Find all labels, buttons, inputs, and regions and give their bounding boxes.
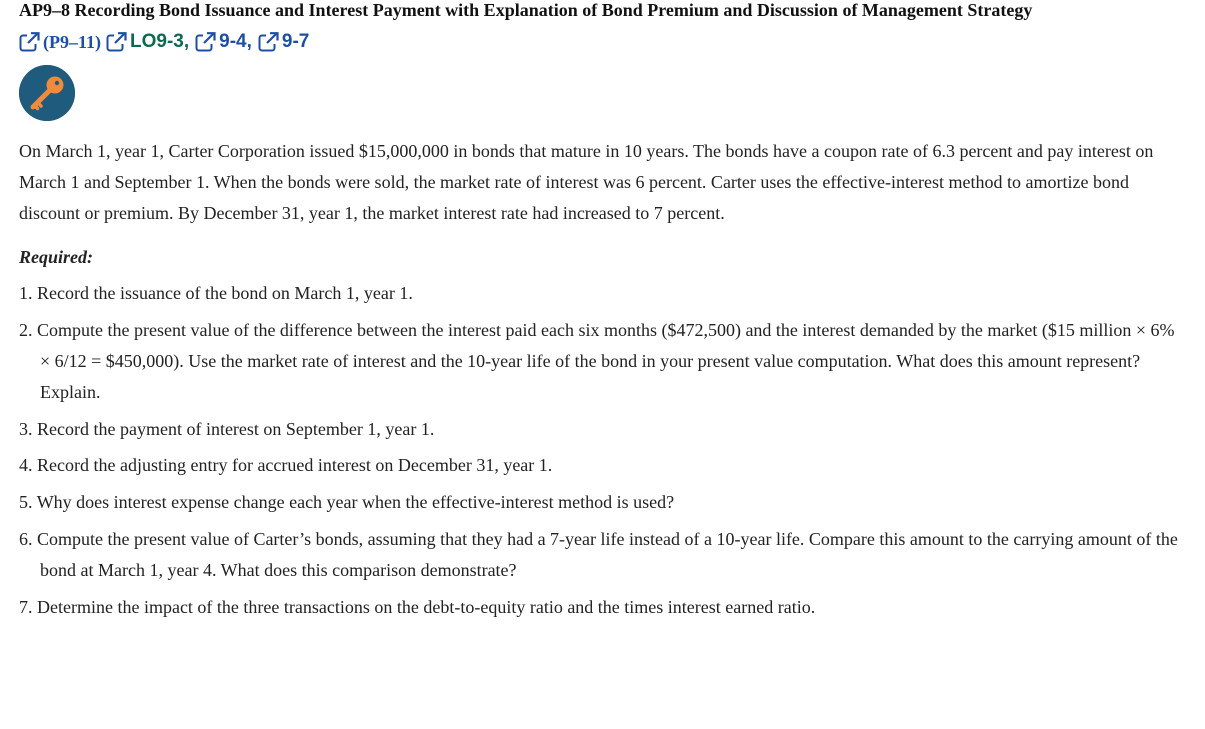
list-item: [19, 414, 1189, 445]
requirement-text: Determine the impact of the three transactions on the debt-to-equity ratio and the times interest earned ratio.: [37, 597, 816, 617]
problem-reference-label: (P9–11): [43, 31, 101, 52]
lo-third-label: 9-7: [281, 31, 310, 52]
requirement-number: 1.: [19, 283, 33, 303]
list-item: [19, 487, 1189, 518]
external-link-icon: [258, 32, 279, 52]
external-link-icon: [106, 32, 127, 52]
list-item: [19, 278, 1189, 309]
requirement-text: Why does interest expense change each year when the effective-interest method is used?: [36, 492, 675, 512]
external-link-icon: [19, 32, 40, 52]
lo-link-second[interactable]: [195, 31, 246, 53]
requirements-list: [19, 278, 1189, 623]
requirement-text: Record the payment of interest on September 1, year 1.: [37, 419, 435, 439]
problem-container: [19, 0, 1189, 623]
requirement-number: 2.: [19, 320, 33, 340]
requirement-number: 5.: [19, 492, 33, 512]
problem-intro-text: On March 1, year 1, Carter Corporation issued $15,000,000 in bonds that mature in 10 years. The bonds have a coupon rate of 6.3 percent and pay interest on March 1 and September 1. When the bonds were sold, the market rate of interest was 6 percent. Carter uses the effective-interest method to amortize bond discount or premium. By December 31, year 1, the market interest rate had increased to 7 percent.: [19, 141, 1154, 223]
lo-link-third[interactable]: [258, 31, 309, 53]
link-separator: ,: [183, 31, 190, 52]
requirement-text: Compute the present value of the difference between the interest paid each six months ($472,500) and the interest demanded by the market ($15 million × 6% × 6/12 = $450,000). Use the market rate of interest and the 10-year life of the bond in your present value computation. What does this amount represent? Explain.: [37, 320, 1175, 402]
external-link-icon: [195, 32, 216, 52]
link-separator: ,: [246, 31, 252, 52]
required-heading: Required:: [19, 247, 93, 267]
requirement-number: 4.: [19, 455, 33, 475]
reference-links-row: [19, 31, 1189, 53]
problem-reference-link[interactable]: [19, 32, 101, 53]
key-icon: [19, 65, 75, 121]
requirement-number: 3.: [19, 419, 33, 439]
list-item: [19, 450, 1189, 481]
list-item: [19, 315, 1189, 408]
lo-link-primary[interactable]: [106, 31, 184, 53]
requirement-number: 6.: [19, 529, 33, 549]
problem-title: AP9–8 Recording Bond Issuance and Interest Payment with Explanation of Bond Premium and Discussion of Management Strategy: [19, 0, 1033, 20]
list-item: [19, 592, 1189, 623]
requirement-text: Record the adjusting entry for accrued interest on December 31, year 1.: [37, 455, 553, 475]
lo-primary-label: LO9-3: [130, 31, 184, 52]
requirement-text: Record the issuance of the bond on March 1, year 1.: [37, 283, 413, 303]
requirement-text: Compute the present value of Carter’s bonds, assuming that they had a 7-year life instead of a 10-year life. Compare this amount to the carrying amount of the bond at March 1, year 4. What does this comparison demonstrate?: [37, 529, 1178, 580]
requirement-number: 7.: [19, 597, 33, 617]
lo-second-label: 9-4: [219, 31, 247, 52]
key-badge: [19, 65, 75, 121]
list-item: [19, 524, 1189, 586]
